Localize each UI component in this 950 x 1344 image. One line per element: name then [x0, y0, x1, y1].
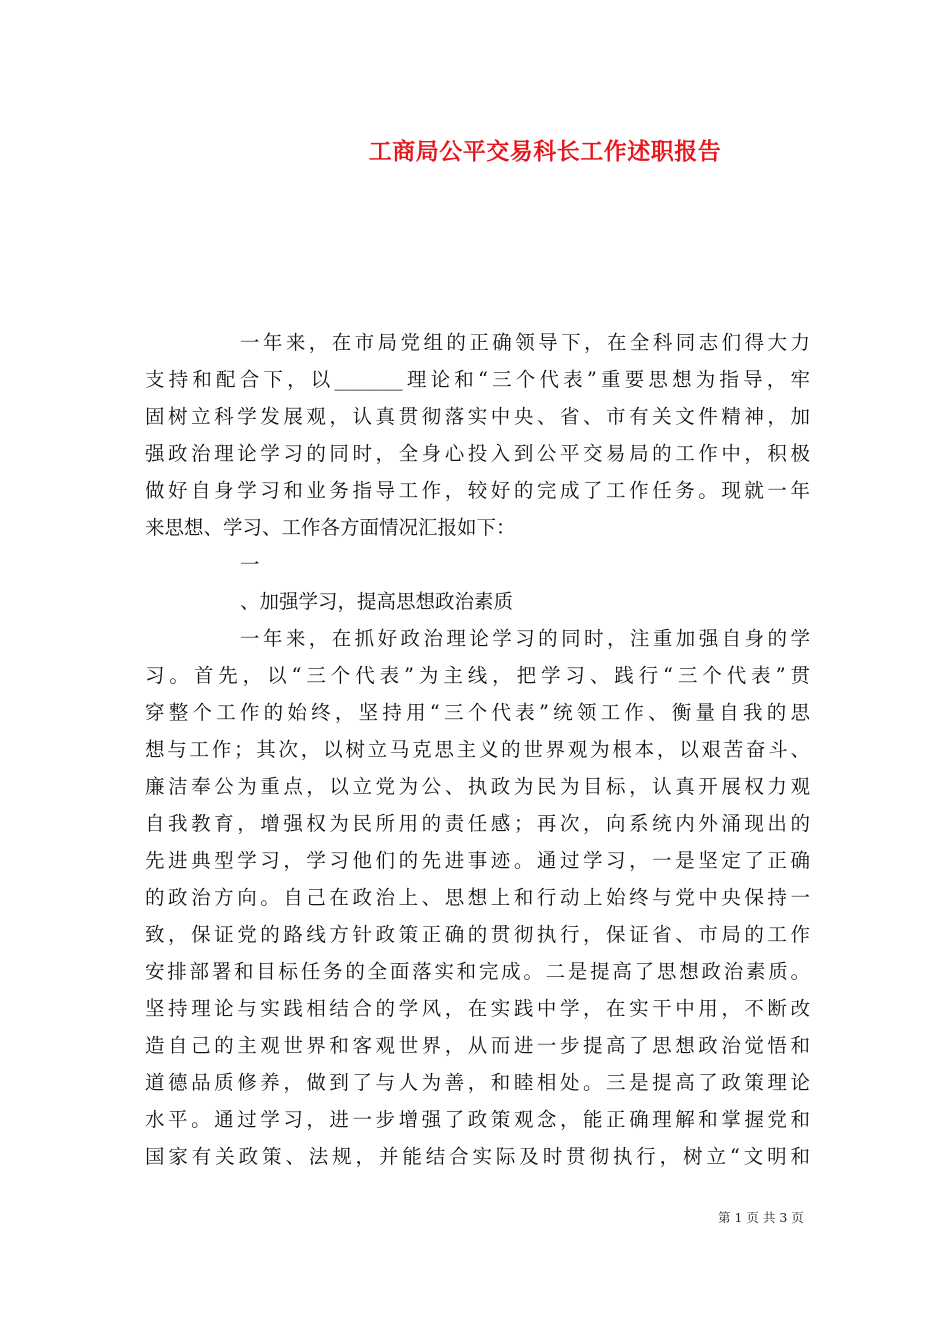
text-line: 国家有关政策、法规，并能结合实际及时贯彻执行，树立“文明和 [145, 1145, 810, 1168]
text-line: 习。首先，以“三个代表”为主线，把学习、践行“三个代表”贯 [145, 664, 810, 687]
text-line: 先进典型学习，学习他们的先进事迹。通过学习，一是坚定了正确 [145, 849, 810, 872]
page-title: 工商局公平交易科长工作述职报告 [368, 138, 722, 165]
text-line: 固树立科学发展观，认真贯彻落实中央、省、市有关文件精神，加 [145, 405, 810, 428]
text-line: 强政治理论学习的同时，全身心投入到公平交易局的工作中，积极 [145, 442, 810, 465]
text-line: 自我教育，增强权为民所用的责任感；再次，向系统内外涌现出的 [145, 812, 810, 835]
section-heading: 、加强学习，提高思想政治素质 [240, 590, 514, 613]
text-line: 致，保证党的路线方针政策正确的贯彻执行，保证省、市局的工作 [145, 923, 810, 946]
text-line: 来思想、学习、工作各方面情况汇报如下： [145, 516, 516, 539]
text-line: 支持和配合下，以_______理论和“三个代表”重要思想为指导，牢 [145, 368, 810, 391]
body-text [145, 324, 810, 1175]
text-line: 造自己的主观世界和客观世界，从而进一步提高了思想政治觉悟和 [145, 1034, 810, 1057]
text-line: 一年来，在抓好政治理论学习的同时，注重加强自身的学 [240, 627, 810, 650]
text-line: 坚持理论与实践相结合的学风，在实践中学，在实干中用，不断改 [145, 997, 810, 1020]
text-line: 安排部署和目标任务的全面落实和完成。二是提高了思想政治素质。 [145, 960, 810, 983]
text-line: 做好自身学习和业务指导工作，较好的完成了工作任务。现就一年 [145, 479, 810, 502]
text-line: 穿整个工作的始终，坚持用“三个代表”统领工作、衡量自我的思 [145, 701, 810, 724]
text-line: 道德品质修养，做到了与人为善，和睦相处。三是提高了政策理论 [145, 1071, 810, 1094]
page-number-footer: 第 1 页 共 3 页 [718, 1210, 804, 1225]
text-line: 廉洁奉公为重点，以立党为公、执政为民为目标，认真开展权力观 [145, 775, 810, 798]
text-line: 想与工作；其次，以树立马克思主义的世界观为根本，以艰苦奋斗、 [145, 738, 810, 761]
text-line: 一年来，在市局党组的正确领导下，在全科同志们得大力 [240, 331, 810, 354]
text-line: 的政治方向。自己在政治上、思想上和行动上始终与党中央保持一 [145, 886, 810, 909]
section-number: 一 [240, 553, 260, 576]
text-line: 水平。通过学习，进一步增强了政策观念，能正确理解和掌握党和 [145, 1108, 810, 1131]
